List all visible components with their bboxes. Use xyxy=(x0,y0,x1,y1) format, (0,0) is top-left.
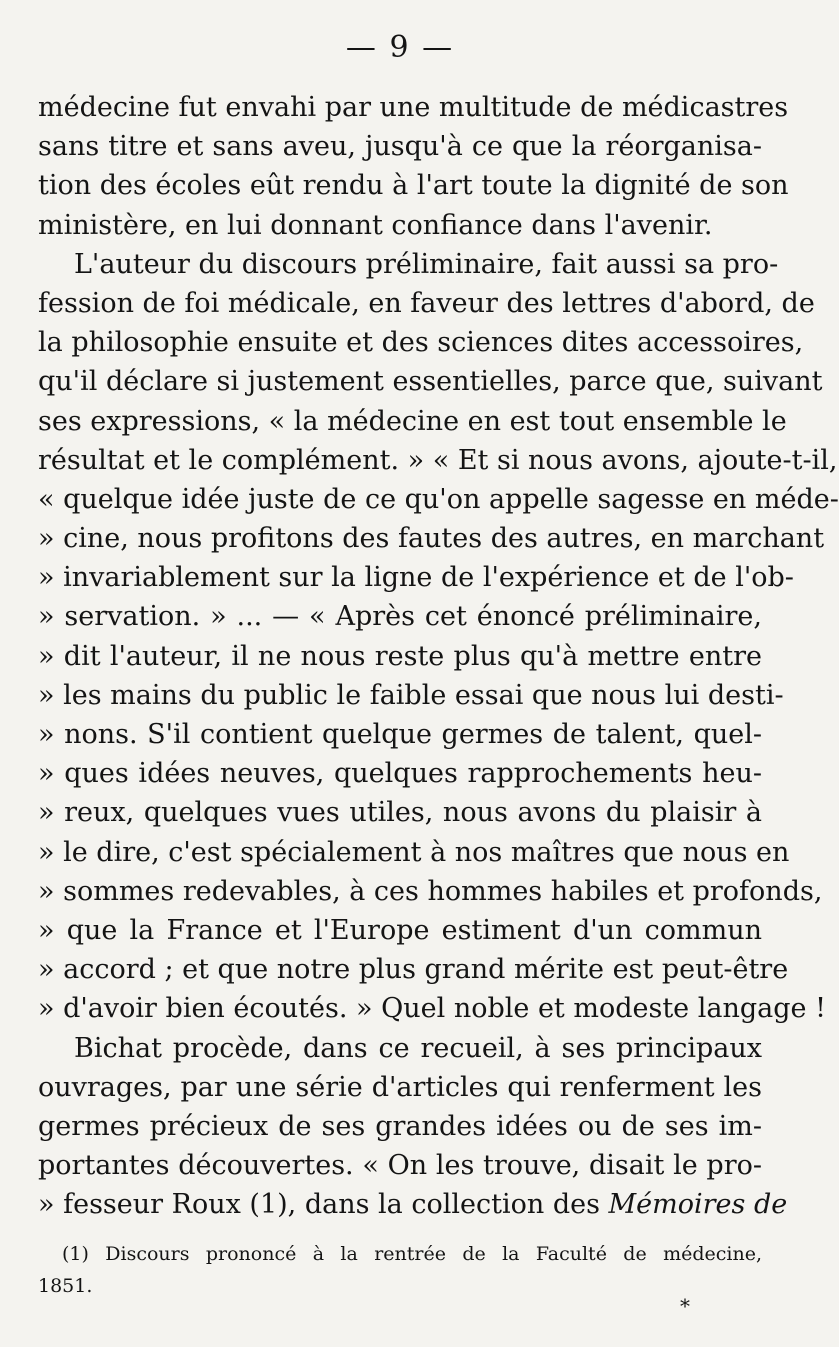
text-line: la philosophie ensuite et des sciences dites accessoires, xyxy=(38,327,804,359)
text-line: » reux, quelques vues utiles, nous avons du plaisir à xyxy=(38,797,762,829)
text-line: ses expressions, « la médecine en est tout ensemble le xyxy=(38,405,787,437)
text-line: » d'avoir bien écoutés. » Quel noble et modeste langage ! xyxy=(38,993,826,1025)
text-line: fession de foi médicale, en faveur des lettres d'abord, de xyxy=(38,287,815,319)
italic-title: Mémoires de xyxy=(608,1189,788,1221)
text-line: » les mains du public le faible essai que nous lui desti- xyxy=(38,679,784,711)
text-line: ouvrages, par une série d'articles qui renferment les xyxy=(38,1071,762,1103)
text-line: tion des écoles eût rendu à l'art toute la dignité de son xyxy=(38,170,789,202)
text-line: » servation. » ... — « Après cet énoncé préliminaire, xyxy=(38,601,762,633)
text-line: » sommes redevables, à ces hommes habiles et profonds, xyxy=(38,875,823,907)
body-text xyxy=(38,88,839,1224)
text-line: » dit l'auteur, il ne nous reste plus qu'à mettre entre xyxy=(38,640,762,672)
text-line: portantes découvertes. « On les trouve, disait le pro- xyxy=(38,1150,762,1182)
text-line: L'auteur du discours préliminaire, fait aussi sa pro- xyxy=(74,248,779,280)
text-line: » accord ; et que notre plus grand mérite est peut-être xyxy=(38,954,789,986)
text-segment: » fesseur Roux (1), dans la collection des xyxy=(38,1189,600,1221)
text-line: qu'il déclare si justement essentielles, parce que, suivant xyxy=(38,366,823,398)
text-line: » invariablement sur la ligne de l'expérience et de l'ob- xyxy=(38,562,794,594)
text-line: » que la France et l'Europe estiment d'un commun xyxy=(38,914,762,946)
text-line: » cine, nous profitons des fautes des autres, en marchant xyxy=(38,523,825,555)
text-line: » le dire, c'est spécialement à nos maîtres que nous en xyxy=(38,836,790,868)
text-line: médecine fut envahi par une multitude de médicastres xyxy=(38,92,789,123)
text-line: résultat et le complément. » « Et si nous avons, ajoute-t-il, xyxy=(38,444,838,476)
text-line: « quelque idée juste de ce qu'on appelle sagesse en méde- xyxy=(38,483,839,515)
text-line: » nons. S'il contient quelque germes de talent, quel- xyxy=(38,719,762,750)
text-line: germes précieux de ses grandes idées ou de ses im- xyxy=(38,1110,762,1142)
text-line: sans titre et sans aveu, jusqu'à ce que la réorganisa- xyxy=(38,131,762,163)
footnote-line: 1851. xyxy=(38,1275,93,1297)
text-line: ministère, en lui donnant confiance dans l'avenir. xyxy=(38,209,713,241)
text-line: » ques idées neuves, quelques rapprochements heu- xyxy=(38,758,762,790)
footnote xyxy=(38,1238,762,1302)
text-line-with-italic xyxy=(38,1185,788,1224)
asterisk-mark: * xyxy=(680,1294,690,1318)
page-number: — 9 — xyxy=(345,30,455,65)
footnote-line: (1) Discours prononcé à la rentrée de la Faculté de médecine, xyxy=(62,1243,762,1265)
text-line: Bichat procède, dans ce recueil, à ses principaux xyxy=(74,1032,762,1064)
